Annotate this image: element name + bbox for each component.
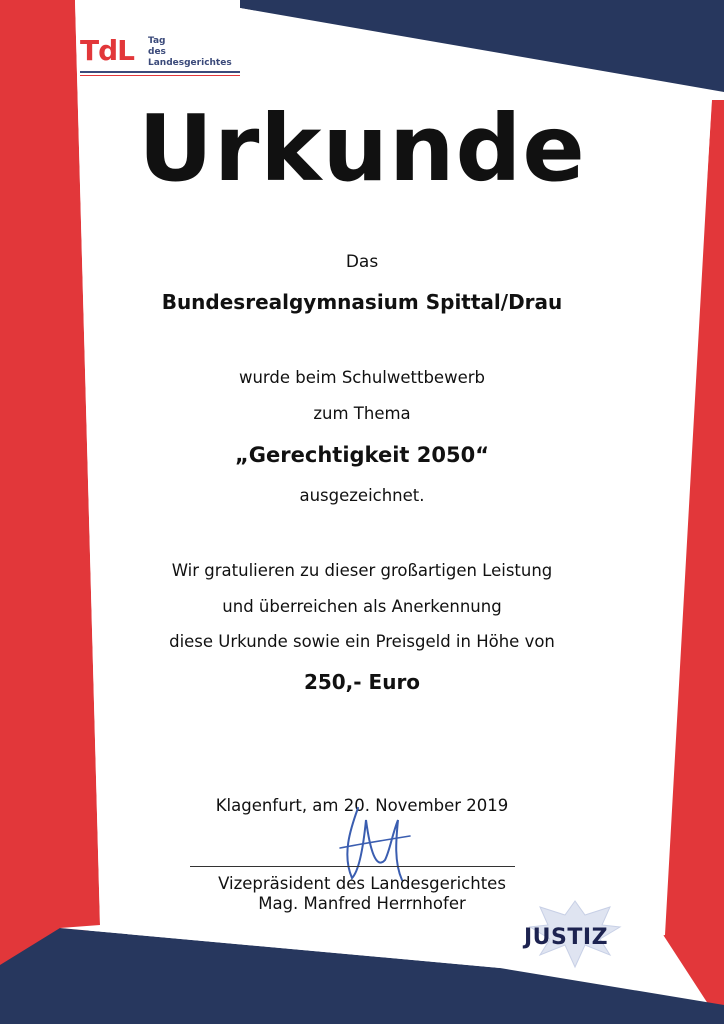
- certificate-title: Urkunde: [138, 95, 586, 202]
- logo-subtitle: Tag des Landesgerichtes: [148, 36, 232, 68]
- signatory-name: Mag. Manfred Herrnhofer: [258, 894, 466, 913]
- signatory-title: Vizepräsident des Landesgerichtes: [218, 874, 506, 893]
- logo-abbreviation: TdL: [80, 34, 134, 67]
- congrats-line-3: diese Urkunde sowie ein Preisgeld in Höhe von: [169, 632, 555, 651]
- logo-underline-red: [80, 75, 240, 76]
- award-line-1: wurde beim Schulwettbewerb: [238, 368, 485, 387]
- justiz-label: JUSTIZ: [524, 925, 609, 950]
- congrats-line-2: und überreichen als Anerkennung: [222, 597, 502, 616]
- place-date: Klagenfurt, am 20. November 2019: [215, 796, 509, 815]
- prize-amount: 250,- Euro: [303, 670, 421, 694]
- competition-topic: „Gerechtigkeit 2050“: [235, 443, 489, 467]
- logo-underline: [80, 71, 240, 73]
- school-name: Bundesrealgymnasium Spittal/Drau: [161, 290, 563, 314]
- award-line-2: zum Thema: [313, 404, 411, 423]
- congrats-line-1: Wir gratulieren zu dieser großartigen Leistung: [171, 561, 553, 580]
- signature-line: [190, 866, 515, 867]
- tdl-logo: [80, 34, 250, 84]
- award-line-3: ausgezeichnet.: [299, 486, 425, 505]
- intro-text: Das: [345, 252, 379, 272]
- justiz-emblem: [510, 895, 640, 975]
